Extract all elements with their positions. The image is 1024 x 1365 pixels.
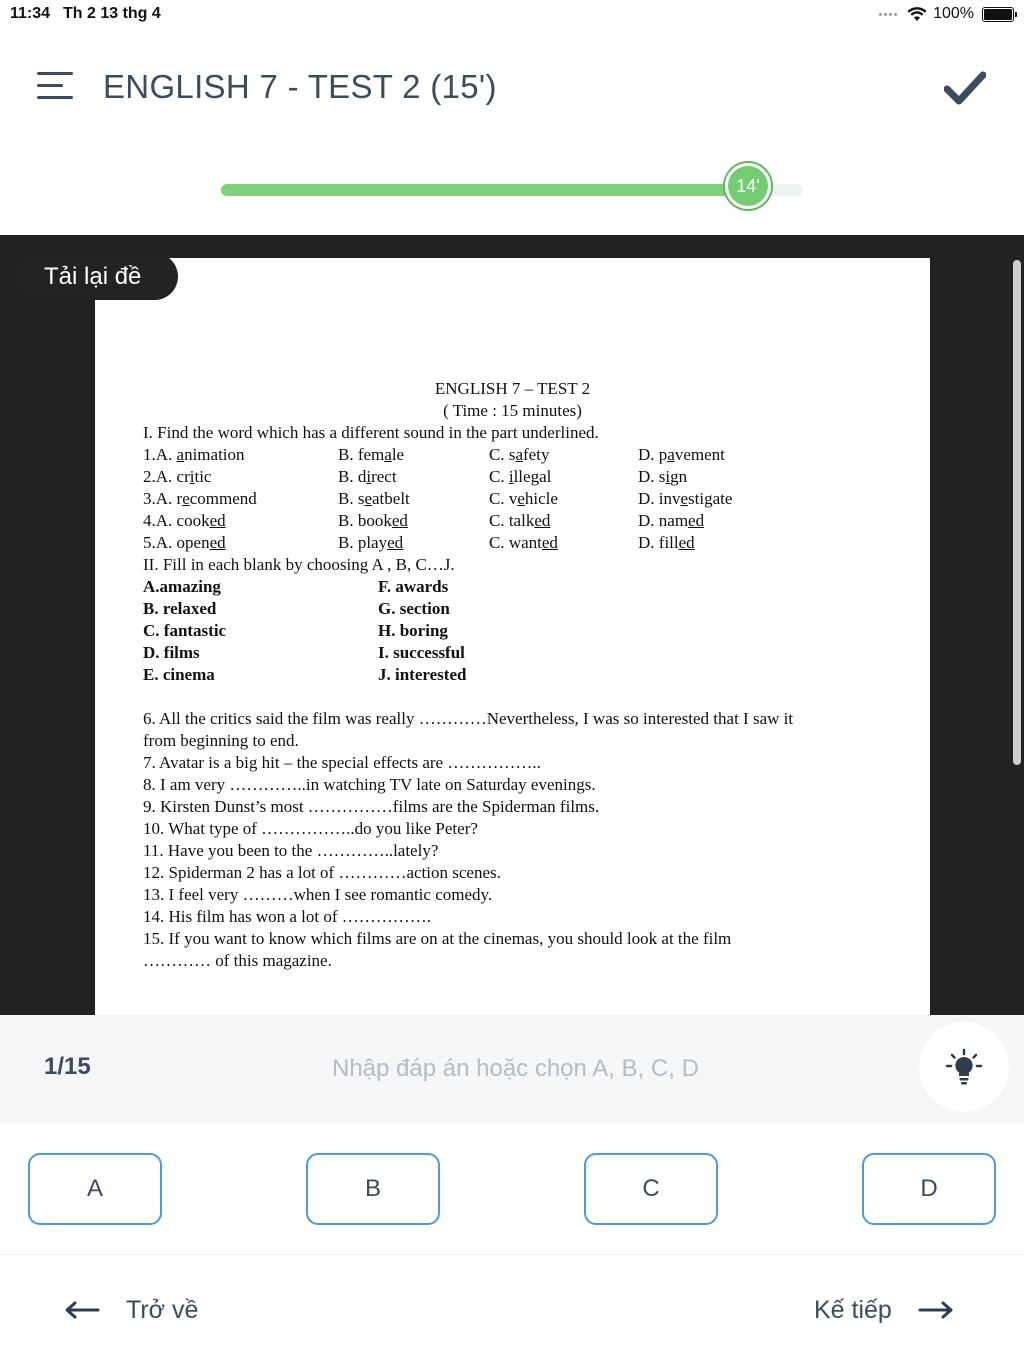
- word-bank-item: I. successful: [378, 643, 465, 662]
- hint-button[interactable]: [919, 1022, 1009, 1112]
- document-viewer[interactable]: [0, 235, 1024, 1015]
- doc-section-2: II. Fill in each blank by choosing A , B, C…J.: [143, 555, 455, 574]
- battery-percent: 100%: [933, 5, 974, 22]
- choice-d-button[interactable]: D: [862, 1153, 996, 1225]
- word-bank-item: A.amazing: [143, 577, 221, 596]
- timer-badge: 14': [725, 163, 771, 209]
- word-bank-item: B. relaxed: [143, 599, 217, 618]
- question-5-option-b: B. played: [338, 533, 404, 552]
- arrow-left-icon: [64, 1300, 100, 1320]
- sentence-line: 15. If you want to know which films are on at the cinemas, you should look at the film: [143, 929, 732, 948]
- timer-progress-bar: [221, 175, 803, 196]
- question-1-option-b: B. female: [338, 445, 405, 464]
- question-5-option-d: D. filled: [638, 533, 695, 552]
- choice-a-button[interactable]: A: [28, 1153, 162, 1225]
- sentence-line: 6. All the critics said the film was really …………Nevertheless, I was so interested that I saw it: [143, 709, 794, 728]
- sentence-line: 14. His film has won a lot of …………….: [143, 907, 432, 926]
- question-3-option-a: 3.A. recommend: [143, 489, 257, 508]
- back-label: Trở về: [126, 1295, 199, 1324]
- word-bank-item: F. awards: [378, 577, 449, 596]
- word-bank-item: J. interested: [378, 665, 467, 684]
- header: [0, 50, 1024, 130]
- choice-b-button[interactable]: B: [306, 1153, 440, 1225]
- word-bank-item: G. section: [378, 599, 450, 618]
- word-bank-item: E. cinema: [143, 665, 215, 684]
- sentence-line: from beginning to end.: [143, 731, 299, 750]
- question-2-option-c: C. illegal: [489, 467, 552, 486]
- sentence-line: 7. Avatar is a big hit – the special effects are ……………..: [143, 753, 541, 772]
- word-bank-item: H. boring: [378, 621, 448, 640]
- question-3-option-c: C. vehicle: [489, 489, 558, 508]
- question-1-option-d: D. pavement: [638, 445, 725, 464]
- question-4-option-a: 4.A. cooked: [143, 511, 226, 530]
- question-2-option-a: 2.A. critic: [143, 467, 212, 486]
- answer-input[interactable]: [330, 1043, 854, 1095]
- doc-section-1: I. Find the word which has a different sound in the part underlined.: [143, 423, 599, 442]
- question-3-option-b: B. seatbelt: [338, 489, 410, 508]
- sentence-line: ………… of this magazine.: [143, 951, 332, 970]
- question-2-option-d: D. sign: [638, 467, 688, 486]
- status-date: Th 2 13 thg 4: [63, 5, 161, 22]
- lightbulb-icon: [944, 1047, 984, 1087]
- sentence-line: 9. Kirsten Dunst’s most ……………films are the Spiderman films.: [143, 797, 600, 816]
- status-time: 11:34: [10, 5, 51, 22]
- question-1-option-a: 1.A. animation: [143, 445, 245, 464]
- signal-icon: [879, 13, 897, 16]
- answer-bar: [0, 1015, 1024, 1123]
- word-bank-item: D. films: [143, 643, 200, 662]
- word-bank-item: C. fantastic: [143, 621, 227, 640]
- next-label: Kế tiếp: [814, 1295, 892, 1324]
- sentence-line: 10. What type of ……………..do you like Peter?: [143, 819, 478, 838]
- viewer-scrollbar[interactable]: [1013, 260, 1021, 765]
- question-5-option-c: C. wanted: [489, 533, 558, 552]
- timer-progress-fill: [221, 184, 745, 196]
- battery-icon: [982, 7, 1014, 22]
- wifi-icon: [907, 7, 927, 22]
- doc-time: ( Time : 15 minutes): [443, 401, 582, 420]
- page-title: ENGLISH 7 - TEST 2 (15'): [103, 68, 497, 105]
- menu-icon[interactable]: [37, 72, 73, 100]
- arrow-right-icon: [918, 1300, 954, 1320]
- divider: [0, 1254, 1024, 1255]
- sentence-line: 12. Spiderman 2 has a lot of …………action scenes.: [143, 863, 501, 882]
- sentence-line: 8. I am very …………..in watching TV late on Saturday evenings.: [143, 775, 596, 794]
- question-3-option-d: D. investigate: [638, 489, 733, 508]
- sentence-line: 13. I feel very ………when I see romantic comedy.: [143, 885, 493, 904]
- sentence-line: 11. Have you been to the …………..lately?: [143, 841, 439, 860]
- question-5-option-a: 5.A. opened: [143, 533, 226, 552]
- question-1-option-c: C. safety: [489, 445, 550, 464]
- question-4-option-c: C. talked: [489, 511, 551, 530]
- next-button[interactable]: [814, 1290, 954, 1330]
- question-4-option-d: D. named: [638, 511, 705, 530]
- back-button[interactable]: [64, 1290, 198, 1330]
- reload-test-button[interactable]: Tải lại đề: [15, 253, 178, 300]
- status-bar: [0, 0, 1024, 30]
- submit-check-icon[interactable]: [944, 70, 986, 106]
- question-4-option-b: B. booked: [338, 511, 408, 530]
- question-counter: 1/15: [44, 1053, 91, 1080]
- status-right: [879, 5, 1014, 23]
- doc-title: ENGLISH 7 – TEST 2: [434, 379, 591, 398]
- document-page: [95, 258, 930, 1015]
- choice-c-button[interactable]: C: [584, 1153, 718, 1225]
- question-2-option-b: B. direct: [338, 467, 397, 486]
